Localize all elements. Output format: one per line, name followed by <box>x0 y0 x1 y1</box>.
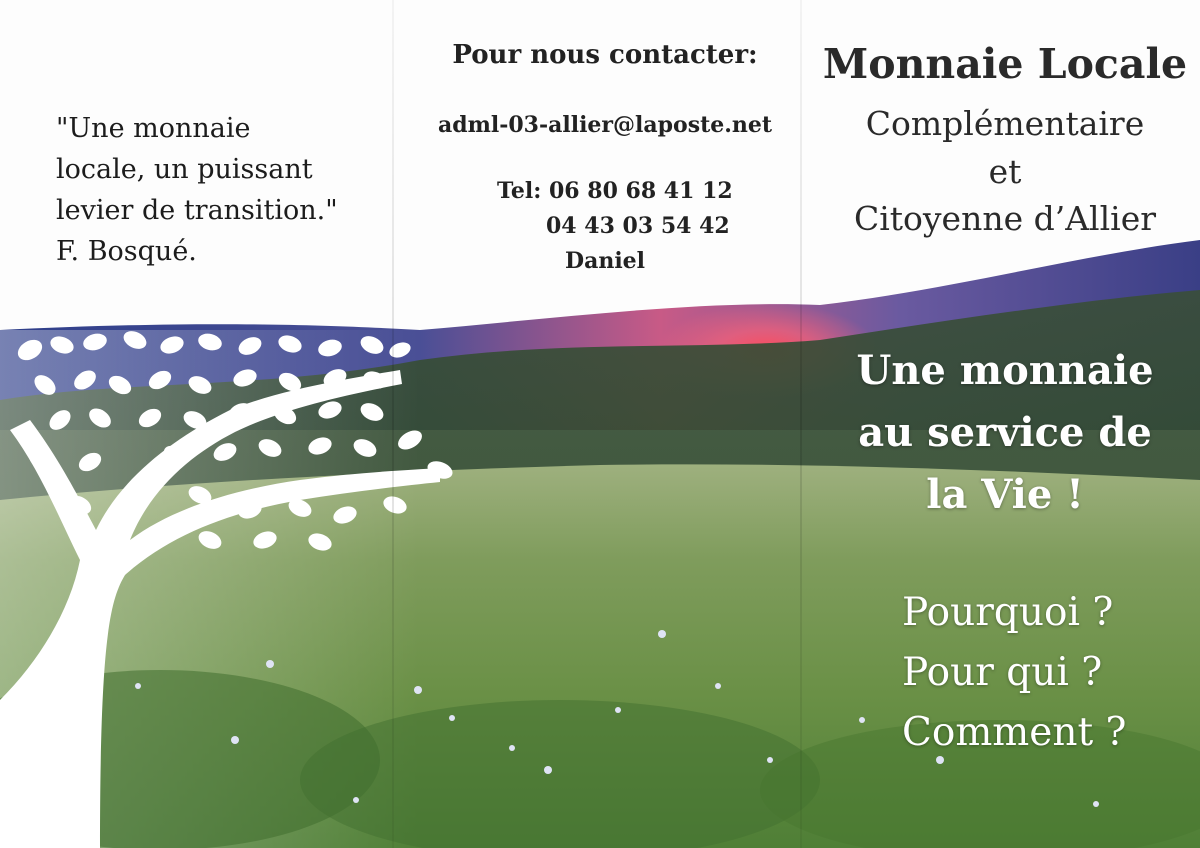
question-how: Comment ? <box>902 710 1127 755</box>
quote-block <box>56 108 376 272</box>
quote-author: F. Bosqué. <box>56 236 197 267</box>
quote-line: levier de transition." <box>56 195 338 226</box>
slogan-line: Une monnaie <box>856 347 1154 394</box>
subtitle-line: Complémentaire <box>865 104 1145 143</box>
question-for-whom: Pour qui ? <box>902 650 1103 695</box>
slogan-line: la Vie ! <box>926 471 1084 518</box>
contact-email: adml-03-allier@laposte.net <box>437 112 773 138</box>
slogan-line: au service de <box>858 409 1152 456</box>
contact-title: Pour nous contacter: <box>452 40 758 70</box>
subtitle-line: Citoyenne d’Allier <box>853 199 1157 238</box>
fold-line <box>392 0 394 848</box>
contact-name: Daniel <box>565 248 646 274</box>
quote-line: locale, un puissant <box>56 154 313 185</box>
subtitle-line: et <box>988 152 1022 191</box>
quote-line: "Une monnaie <box>56 113 251 144</box>
contact-phone-2: 04 43 03 54 42 <box>546 213 730 239</box>
brochure-title: Monnaie Locale <box>822 40 1188 88</box>
contact-phone-1: Tel: 06 80 68 41 12 <box>497 178 733 204</box>
slogan <box>840 340 1170 526</box>
question-why: Pourquoi ? <box>902 590 1114 635</box>
